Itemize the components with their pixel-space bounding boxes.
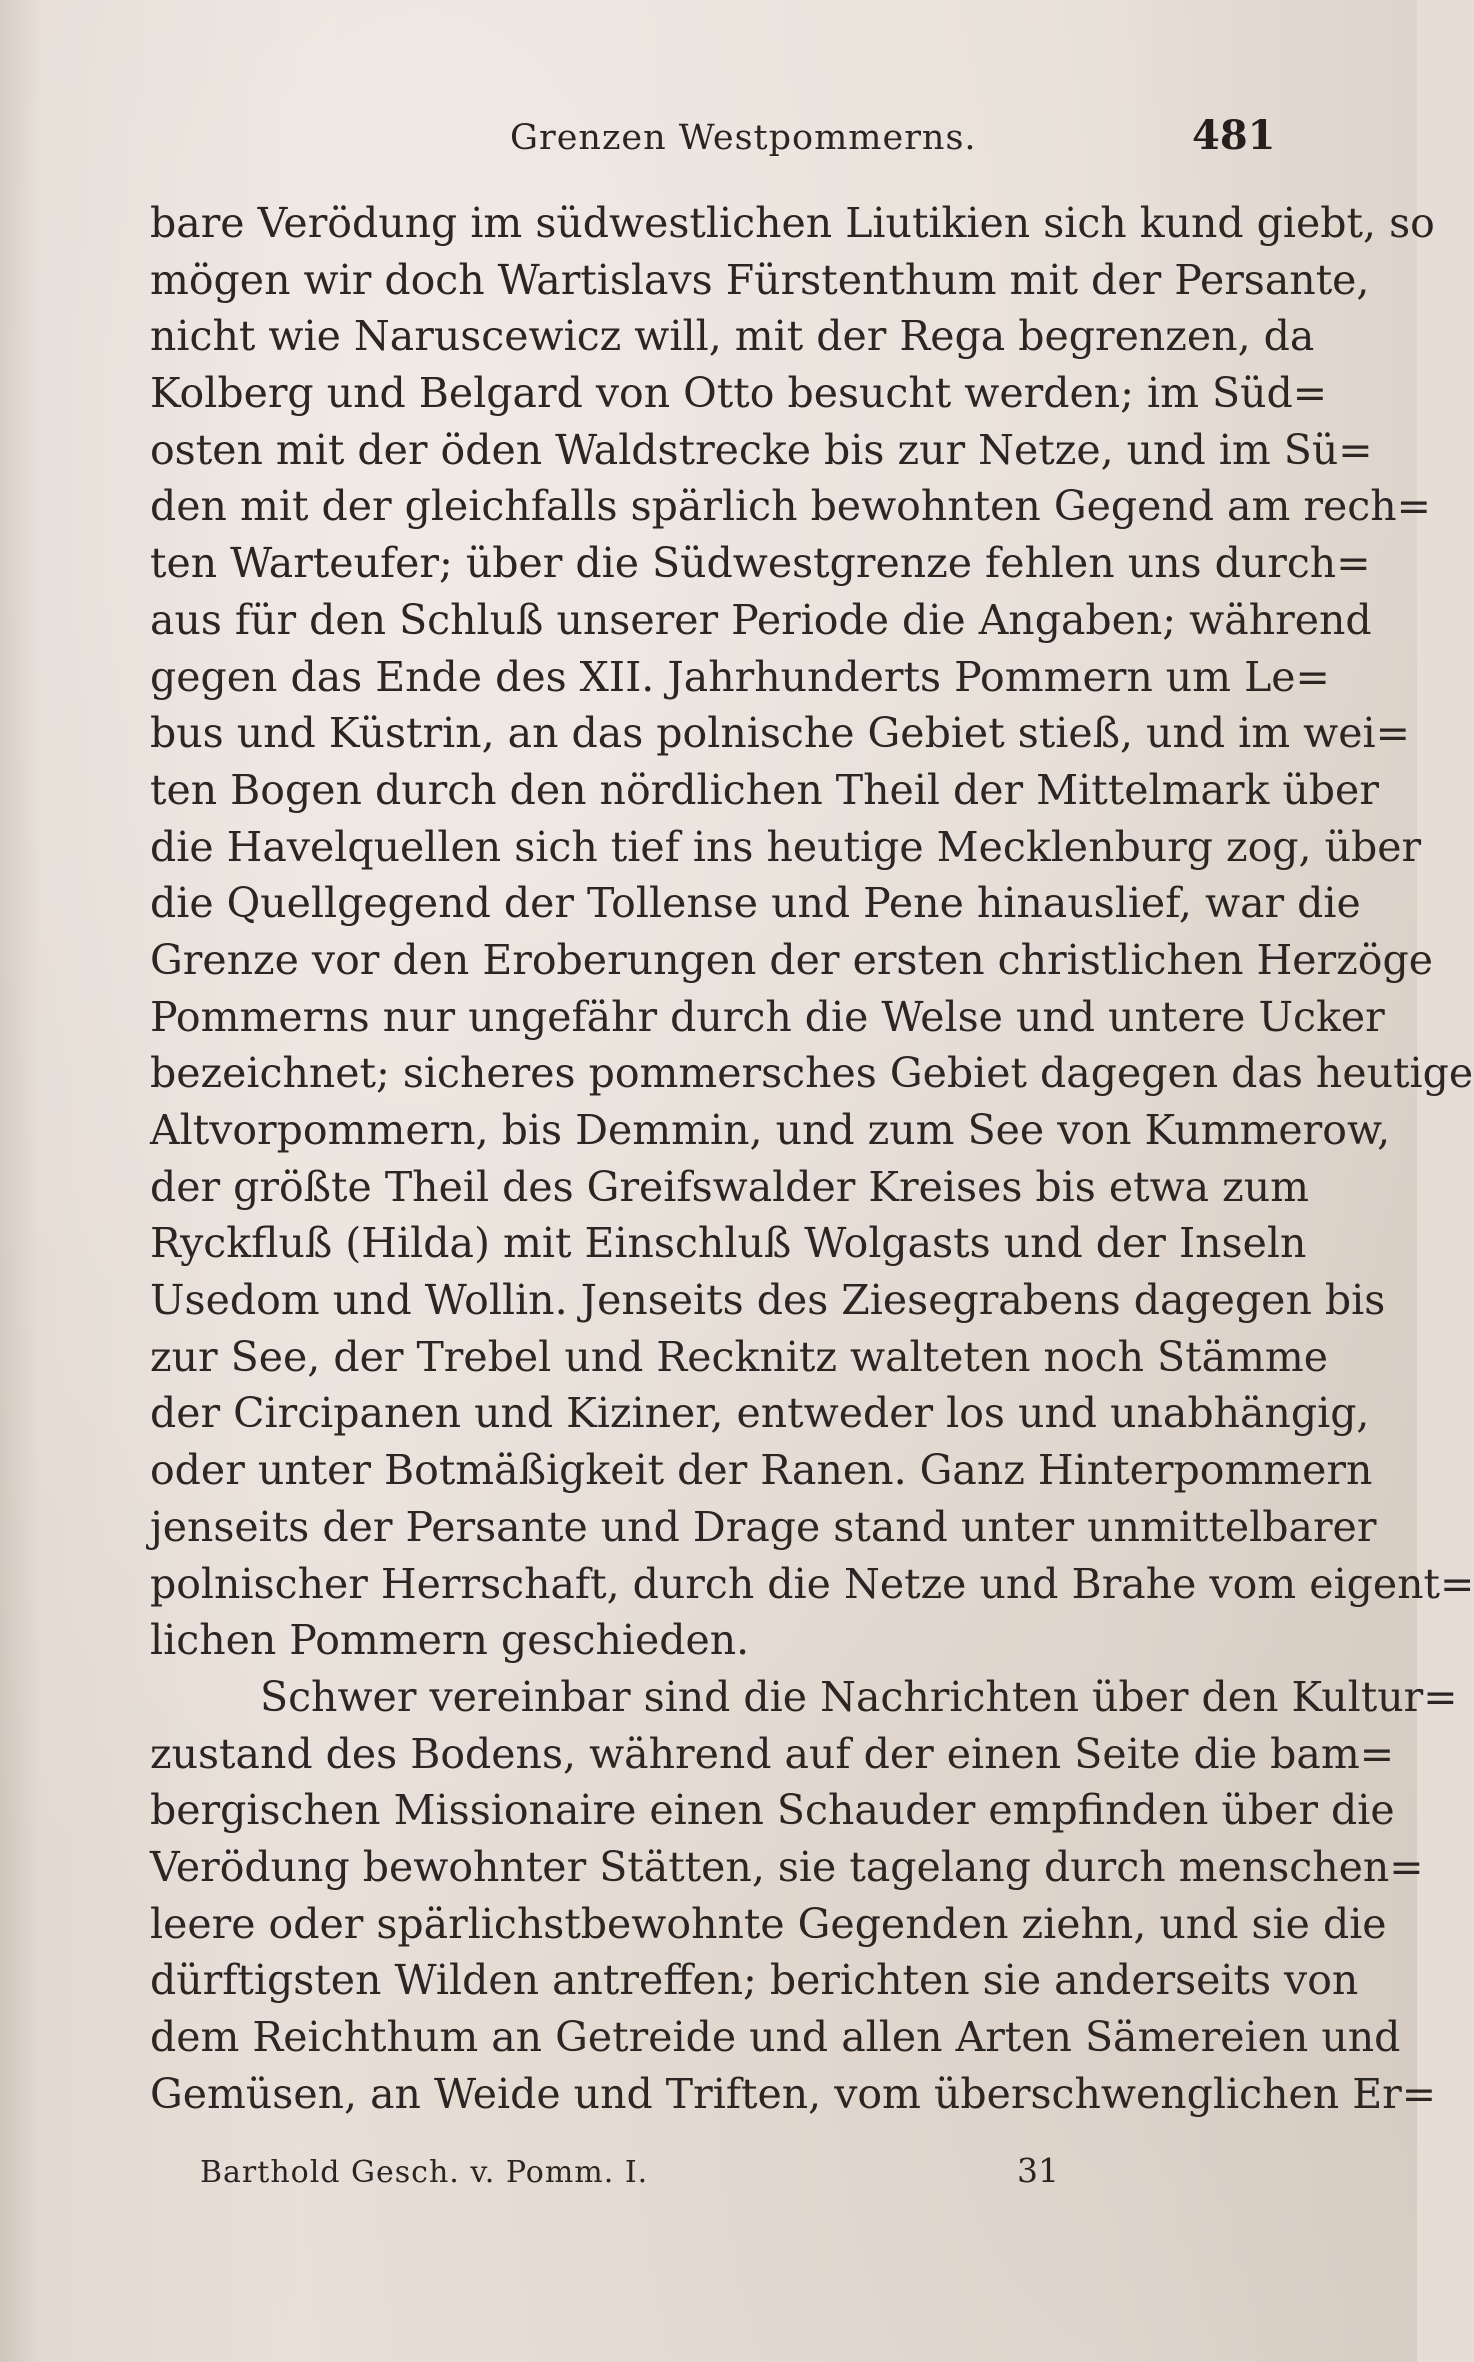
text-line: Schwer vereinbar sind die Nachrichten über den Kultur=	[260, 1672, 1458, 1721]
text-line: Grenze vor den Eroberungen der ersten christlichen Herzöge	[150, 935, 1433, 984]
text-line: bus und Küstrin, an das polnische Gebiet stieß, und im wei=	[150, 709, 1410, 758]
signature-mark: Barthold Gesch. v. Pomm. I.	[200, 2155, 649, 2190]
text-line: bezeichnet; sicheres pommersches Gebiet dagegen das heutige	[150, 1049, 1474, 1098]
text-line: bare Verödung im südwestlichen Liutikien sich kund giebt, so	[150, 199, 1435, 247]
page-header	[0, 112, 1417, 178]
text-line: dürftigsten Wilden antreffen; berichten sie anderseits von	[150, 1956, 1359, 2005]
text-line: ten Warteufer; über die Südwestgrenze fehlen uns durch=	[150, 539, 1371, 588]
text-line: osten mit der öden Waldstrecke bis zur Netze, und im Sü=	[150, 425, 1373, 474]
text-line: den mit der gleichfalls spärlich bewohnten Gegend am rech=	[150, 482, 1431, 531]
text-line: mögen wir doch Wartislavs Fürstenthum mit der Persante,	[150, 255, 1370, 304]
text-line: Altvorpommern, bis Demmin, und zum See von Kummerow,	[150, 1106, 1391, 1154]
text-line: nicht wie Naruscewicz will, mit der Rega begrenzen, da	[150, 312, 1315, 361]
text-line: zur See, der Trebel und Recknitz walteten noch Stämme	[150, 1332, 1329, 1381]
sheet-number: 31	[1017, 2151, 1059, 2190]
text-line: ten Bogen durch den nördlichen Theil der Mittelmark über	[150, 765, 1379, 814]
text-line: Verödung bewohnter Stätten, sie tagelang durch menschen=	[150, 1842, 1424, 1891]
text-line: aus für den Schluß unserer Periode die Angaben; während	[150, 595, 1372, 644]
text-line: dem Reichthum an Getreide und allen Arten Sämereien und	[150, 2013, 1401, 2061]
text-line: zustand des Bodens, während auf der einen Seite die bam=	[150, 1729, 1395, 1778]
text-line: jenseits der Persante und Drage stand unter unmittelbarer	[150, 1502, 1377, 1551]
text-line: der Circipanen und Kiziner, entweder los und unabhängig,	[150, 1389, 1370, 1438]
page-number: 481	[1192, 112, 1276, 159]
text-line: der größte Theil des Greifswalder Kreises bis etwa zum	[150, 1162, 1310, 1211]
text-line: lichen Pommern geschieden.	[150, 1616, 750, 1665]
text-line: bergischen Missionaire einen Schauder empfinden über die	[150, 1786, 1395, 1835]
text-line: Pommerns nur ungefähr durch die Welse und untere Ucker	[150, 992, 1385, 1041]
paragraph-1	[150, 195, 1474, 1669]
paragraph-2	[150, 1669, 1458, 2123]
text-line: Usedom und Wollin. Jenseits des Ziesegrabens dagegen bis	[150, 1276, 1386, 1325]
body-text	[150, 195, 1474, 2122]
running-head: Grenzen Westpommerns.	[510, 118, 977, 158]
text-line: Gemüsen, an Weide und Triften, vom überschwenglichen Er=	[150, 2069, 1437, 2118]
text-line: gegen das Ende des XII. Jahrhunderts Pommern um Le=	[150, 652, 1330, 701]
text-line: oder unter Botmäßigkeit der Ranen. Ganz Hinterpommern	[150, 1446, 1373, 1495]
page-footer	[0, 2151, 1417, 2215]
text-line: die Quellgegend der Tollense und Pene hinauslief, war die	[150, 879, 1361, 928]
text-line: leere oder spärlichstbewohnte Gegenden ziehn, und sie die	[150, 1899, 1387, 1948]
text-line: polnischer Herrschaft, durch die Netze und Brahe vom eigent=	[150, 1559, 1474, 1608]
text-line: Ryckfluß (Hilda) mit Einschluß Wolgasts und der Inseln	[150, 1219, 1307, 1268]
text-line: Kolberg und Belgard von Otto besucht werden; im Süd=	[150, 369, 1328, 418]
text-line: die Havelquellen sich tief ins heutige Mecklenburg zog, über	[150, 822, 1422, 871]
